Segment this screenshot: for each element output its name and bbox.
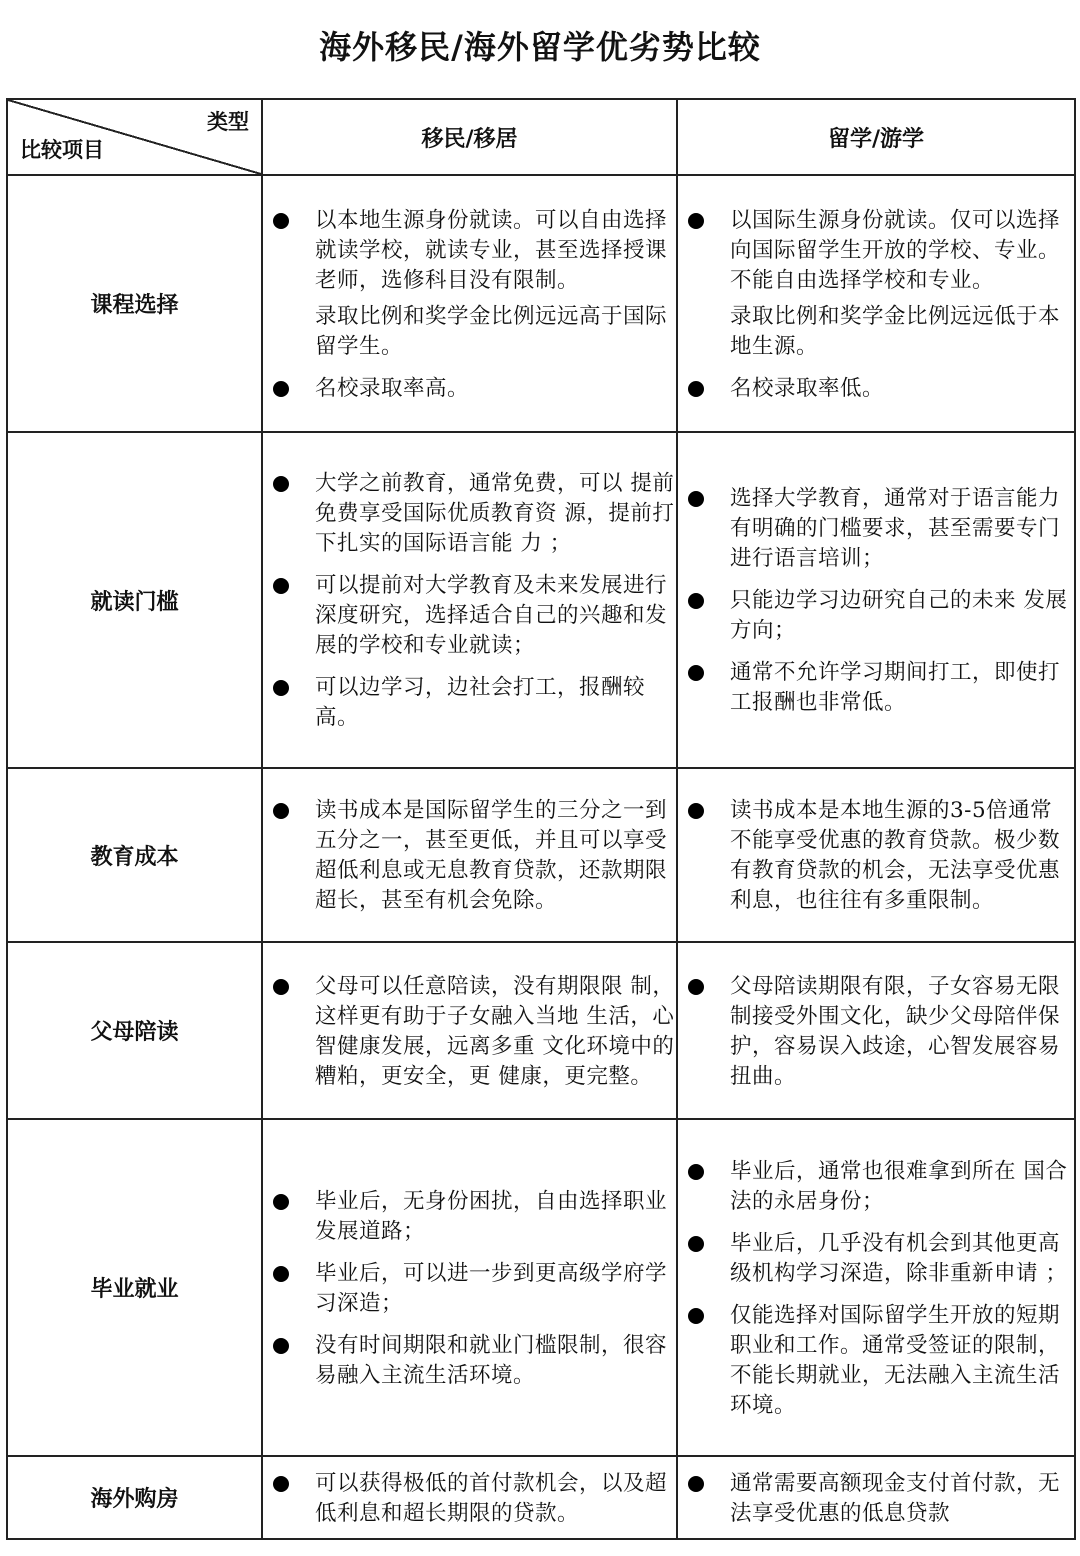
immigration-cell (262, 768, 677, 942)
bullet-text (730, 206, 1074, 362)
bullet-text (730, 484, 1074, 574)
bullet-dot-icon (688, 1236, 704, 1252)
bullet-item (263, 673, 676, 733)
study-abroad-cell (677, 768, 1075, 942)
bullet-item (678, 796, 1074, 916)
table-row (7, 432, 1075, 768)
bullet-paragraph: 毕业后，无身份困扰，自由选择职业发展道路； (315, 1188, 668, 1244)
bullet-dot-icon (273, 1266, 289, 1282)
bullet-paragraph: 可以提前对大学教育及未来发展进行深度研究，选择适合自己的兴趣和发展的学校和专业就读； (315, 573, 668, 658)
study-abroad-cell (677, 175, 1075, 432)
bullet-dot-icon (273, 578, 289, 594)
bullet-dot-icon (688, 593, 704, 609)
bullet-item (678, 206, 1074, 362)
immigration-cell (262, 942, 677, 1119)
bullet-text (315, 796, 676, 916)
bullet-paragraph: 读书成本是本地生源的3-5倍通常不能享受优惠的教育贷款。极少数有教育贷款的机会，无法享受优惠利息，也往往有多重限制。 (730, 798, 1061, 913)
bullet-item (263, 374, 676, 404)
item-header-label: 比较项目 (20, 138, 104, 162)
page-title: 海外移民/海外留学优劣势比较 (319, 28, 761, 66)
bullet-text (730, 1229, 1074, 1289)
bullet-dot-icon (273, 680, 289, 696)
bullet-dot-icon (688, 491, 704, 507)
bullet-dot-icon (688, 213, 704, 229)
study-abroad-cell (677, 1456, 1075, 1539)
bullet-paragraph: 大学之前教育，通常免费，可以 提前免费享受国际优质教育资 源，提前打下扎实的国际语言能 力 ； (315, 471, 675, 556)
bullet-dot-icon (273, 803, 289, 819)
bullet-text (315, 673, 676, 733)
bullet-paragraph: 以本地生源身份就读。可以自由选择就读学校，就读专业，甚至选择授课老师，选修科目没有限制。 (315, 207, 668, 293)
column-header-study-abroad: 留学/游学 (677, 99, 1075, 175)
bullet-item (263, 1187, 676, 1247)
bullet-paragraph: 选择大学教育，通常对于语言能力有明确的门槛要求，甚至需要专门进行语言培训； (730, 486, 1061, 571)
bullet-item (263, 1331, 676, 1391)
bullet-item (263, 972, 676, 1092)
row-label: 父母陪读 (7, 942, 262, 1119)
study-abroad-cell (677, 1119, 1075, 1456)
bullet-dot-icon (273, 1194, 289, 1210)
bullet-paragraph: 只能边学习边研究自己的未来 发展方向； (730, 588, 1068, 643)
table-row (7, 175, 1075, 432)
bullet-item (678, 1229, 1074, 1289)
table-row (7, 1119, 1075, 1456)
bullet-paragraph: 父母陪读期限有限，子女容易无限制接受外围文化，缺少父母陪伴保护，容易误入歧途，心智发展容易扭曲。 (730, 973, 1061, 1089)
bullet-dot-icon (688, 1308, 704, 1324)
bullet-text (315, 1259, 676, 1319)
bullet-paragraph: 通常不允许学习期间打工，即使打工报酬也非常低。 (730, 660, 1061, 715)
bullet-dot-icon (688, 803, 704, 819)
study-abroad-cell (677, 432, 1075, 768)
bullet-item (678, 972, 1074, 1092)
bullet-paragraph: 录取比例和奖学金比例远远低于本地生源。 (730, 303, 1061, 359)
bullet-text (730, 972, 1074, 1092)
bullet-paragraph: 仅能选择对国际留学生开放的短期职业和工作。通常受签证的限制，不能长期就业，无法融入主流生活环境。 (730, 1302, 1061, 1418)
bullet-paragraph: 名校录取率高。 (315, 375, 470, 401)
bullet-paragraph: 名校录取率低。 (730, 375, 885, 401)
bullet-paragraph: 父母可以任意陪读，没有期限限 制，这样更有助于子女融入当地 生活，心智健康发展，远离多重 文化环境中的糟粕，更安全，更 健康，更完整。 (315, 973, 675, 1089)
bullet-dot-icon (688, 381, 704, 397)
bullet-text (315, 374, 469, 404)
bullet-item (678, 1157, 1074, 1217)
row-label: 海外购房 (7, 1456, 262, 1539)
row-label: 就读门槛 (7, 432, 262, 768)
bullet-item (263, 1469, 676, 1529)
bullet-text (730, 586, 1074, 646)
bullet-paragraph: 读书成本是国际留学生的三分之一到五分之一，甚至更低，并且可以享受超低利息或无息教育贷款，还款期限超长，甚至有机会免除。 (315, 798, 668, 913)
table-row (7, 1456, 1075, 1539)
bullet-item (263, 1259, 676, 1319)
immigration-cell (262, 175, 677, 432)
bullet-item (263, 206, 676, 362)
row-label: 毕业就业 (7, 1119, 262, 1456)
bullet-text (315, 206, 676, 362)
immigration-cell (262, 432, 677, 768)
row-label: 课程选择 (7, 175, 262, 432)
column-header-immigration: 移民/移居 (262, 99, 677, 175)
bullet-paragraph: 可以获得极低的首付款机会，以及超低利息和超长期限的贷款。 (315, 1470, 668, 1526)
bullet-paragraph: 毕业后，可以进一步到更高级学府学习深造； (315, 1260, 668, 1316)
bullet-paragraph: 以国际生源身份就读。仅可以选择向国际留学生开放的学校、专业。不能自由选择学校和专业。 (730, 207, 1061, 293)
bullet-dot-icon (688, 1476, 704, 1492)
bullet-item (678, 586, 1074, 646)
bullet-text (315, 469, 676, 559)
bullet-paragraph: 录取比例和奖学金比例远远高于国际留学生。 (315, 303, 668, 359)
bullet-paragraph: 毕业后，通常也很难拿到所在 国合法的永居身份； (730, 1158, 1068, 1214)
bullet-item (678, 484, 1074, 574)
bullet-paragraph: 没有时间期限和就业门槛限制，很容易融入主流生活环境。 (315, 1332, 668, 1388)
bullet-text (315, 1469, 676, 1529)
bullet-text (730, 1157, 1074, 1217)
bullet-paragraph: 可以边学习，边社会打工，报酬较高。 (315, 675, 646, 730)
bullet-text (315, 972, 676, 1092)
bullet-text (730, 1301, 1074, 1421)
bullet-paragraph: 通常需要高额现金支付首付款，无法享受优惠的低息贷款 (730, 1470, 1061, 1526)
bullet-text (315, 1331, 676, 1391)
bullet-text (315, 571, 676, 661)
bullet-dot-icon (688, 979, 704, 995)
bullet-item (263, 571, 676, 661)
bullet-text (730, 796, 1074, 916)
study-abroad-cell (677, 942, 1075, 1119)
row-label: 教育成本 (7, 768, 262, 942)
bullet-dot-icon (273, 476, 289, 492)
bullet-text (730, 1469, 1074, 1529)
bullet-item (678, 374, 1074, 404)
bullet-item (678, 1301, 1074, 1421)
table-row (7, 768, 1075, 942)
comparison-table (6, 98, 1076, 1540)
bullet-text (315, 1187, 676, 1247)
bullet-dot-icon (273, 381, 289, 397)
bullet-item (678, 658, 1074, 718)
table-row (7, 942, 1075, 1119)
bullet-dot-icon (273, 1338, 289, 1354)
bullet-dot-icon (273, 1476, 289, 1492)
bullet-item (263, 469, 676, 559)
type-header-label: 类型 (207, 110, 249, 134)
bullet-item (678, 1469, 1074, 1529)
bullet-text (730, 374, 884, 404)
table-header-row (7, 99, 1075, 175)
bullet-dot-icon (273, 979, 289, 995)
bullet-dot-icon (688, 665, 704, 681)
bullet-paragraph: 毕业后，几乎没有机会到其他更高级机构学习深造，除非重新申请 ； (730, 1230, 1068, 1286)
bullet-text (730, 658, 1074, 718)
immigration-cell (262, 1119, 677, 1456)
bullet-dot-icon (688, 1164, 704, 1180)
diagonal-header-cell (7, 99, 262, 175)
bullet-item (263, 796, 676, 916)
immigration-cell (262, 1456, 677, 1539)
bullet-dot-icon (273, 213, 289, 229)
